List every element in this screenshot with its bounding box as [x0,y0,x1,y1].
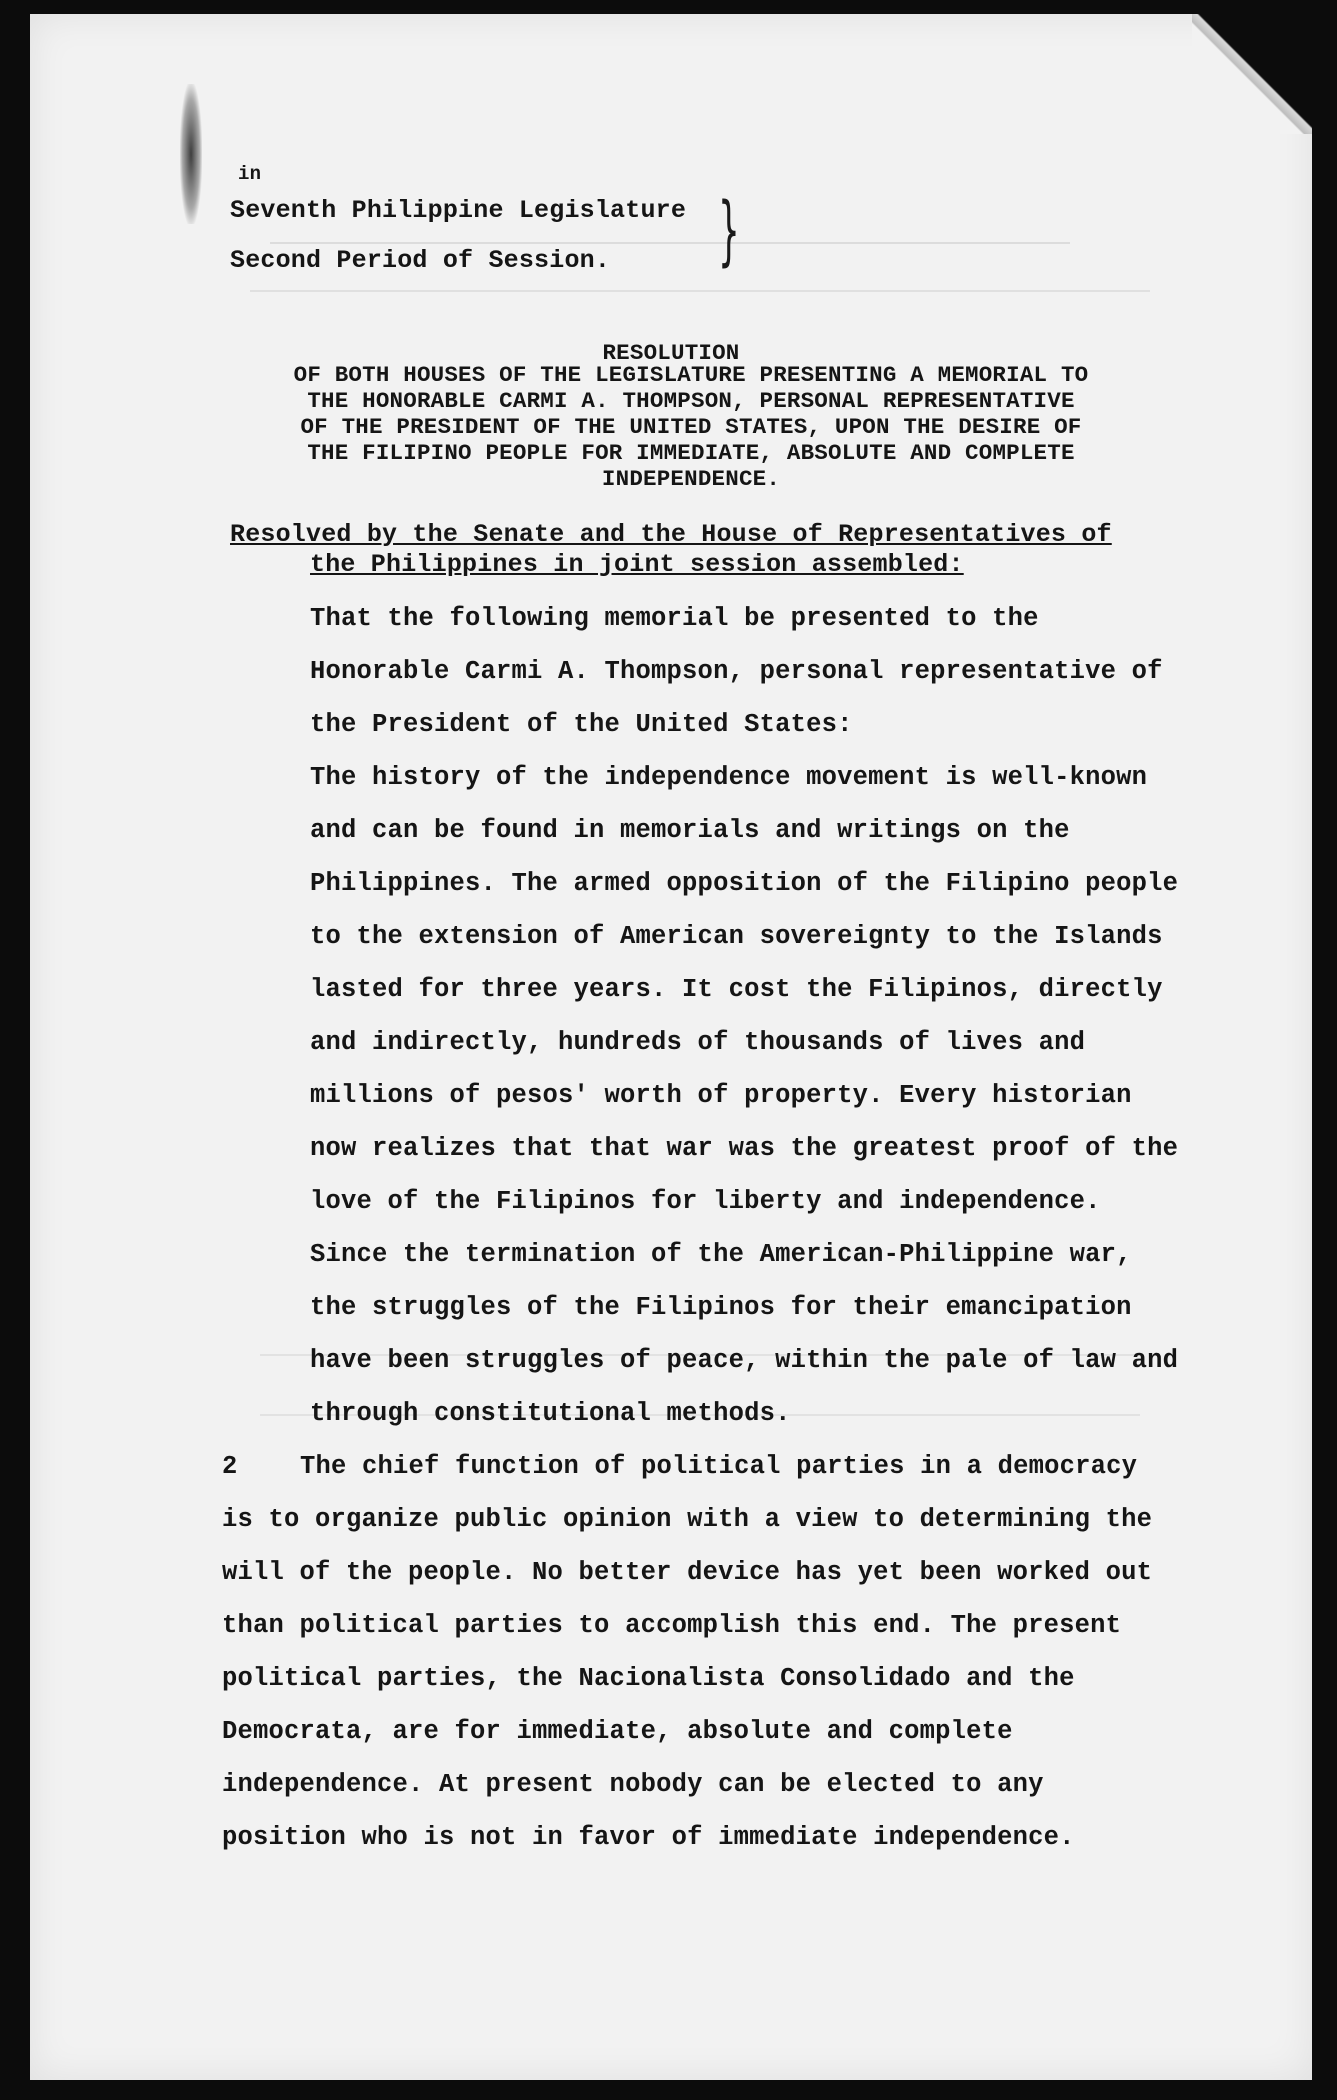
resolved-line-1: Resolved by the Senate and the House of Representatives of [230,520,1112,549]
title-line-5: INDEPENDENCE. [601,466,781,492]
session-header [230,164,686,286]
paragraph-history: The history of the independence movement is well-known and can be found in memorials and writings on the Philippines. The armed opposition of the Filipino people to the extension of American sovereignty to the Islands lasted for three years. It cost the Filipinos, directly and indirectly, hundreds of thousands of lives and millions of pesos' worth of property. Every historian now realizes that that war was the greatest proof of the love of the Filipinos for liberty and independence. Since the termination of the American-Philippine war, the struggles of the Filipinos for their emancipation have been struggles of peace, within the pale of law and through constitutional methods. [310,763,1179,1428]
resolved-line-2: the Philippines in joint session assembled: [310,550,964,579]
resolution-title [226,340,1156,492]
session-line: Second Period of Session. [230,246,611,275]
resolution-heading: RESOLUTION [602,340,740,366]
title-line-2: THE HONORABLE CARMI A. THOMPSON, PERSONAL REPRESENTATIVE [307,388,1075,414]
folded-corner [1192,14,1312,134]
document-page [30,14,1312,2080]
paragraph-political-parties [222,1440,1182,1864]
paragraph-number: 2 [222,1452,238,1481]
title-line-3: OF THE PRESIDENT OF THE UNITED STATES, UPON THE DESIRE OF [300,414,1082,440]
binding-smudge [180,84,202,224]
bleed-through-line [250,290,1150,292]
memorial-body [222,592,1182,1864]
resolved-clause [230,520,1160,580]
paragraph-political-parties-text: The chief function of political parties in a democracy is to organize public opinion with a view to determining the will of the people. No better device has yet been worked out than political parties to accomplish this end. The present political parties, the Nacionalista Consolidado and the Democrata, are for immediate, absolute and complete independence. At present nobody can be elected to any position who is not in favor of immediate independence. [222,1452,1153,1852]
header-brace: } [718,185,740,274]
title-line-4: THE FILIPINO PEOPLE FOR IMMEDIATE, ABSOLUTE AND COMPLETE [307,440,1075,466]
legislature-line: Seventh Philippine Legislature [230,196,687,225]
stamp-fragment: in [238,163,262,185]
paragraph-presentation: That the following memorial be presented to the Honorable Carmi A. Thompson, personal representative of the President of the United States: [310,604,1163,739]
title-line-1: OF BOTH HOUSES OF THE LEGISLATURE PRESENTING A MEMORIAL TO [293,362,1089,388]
